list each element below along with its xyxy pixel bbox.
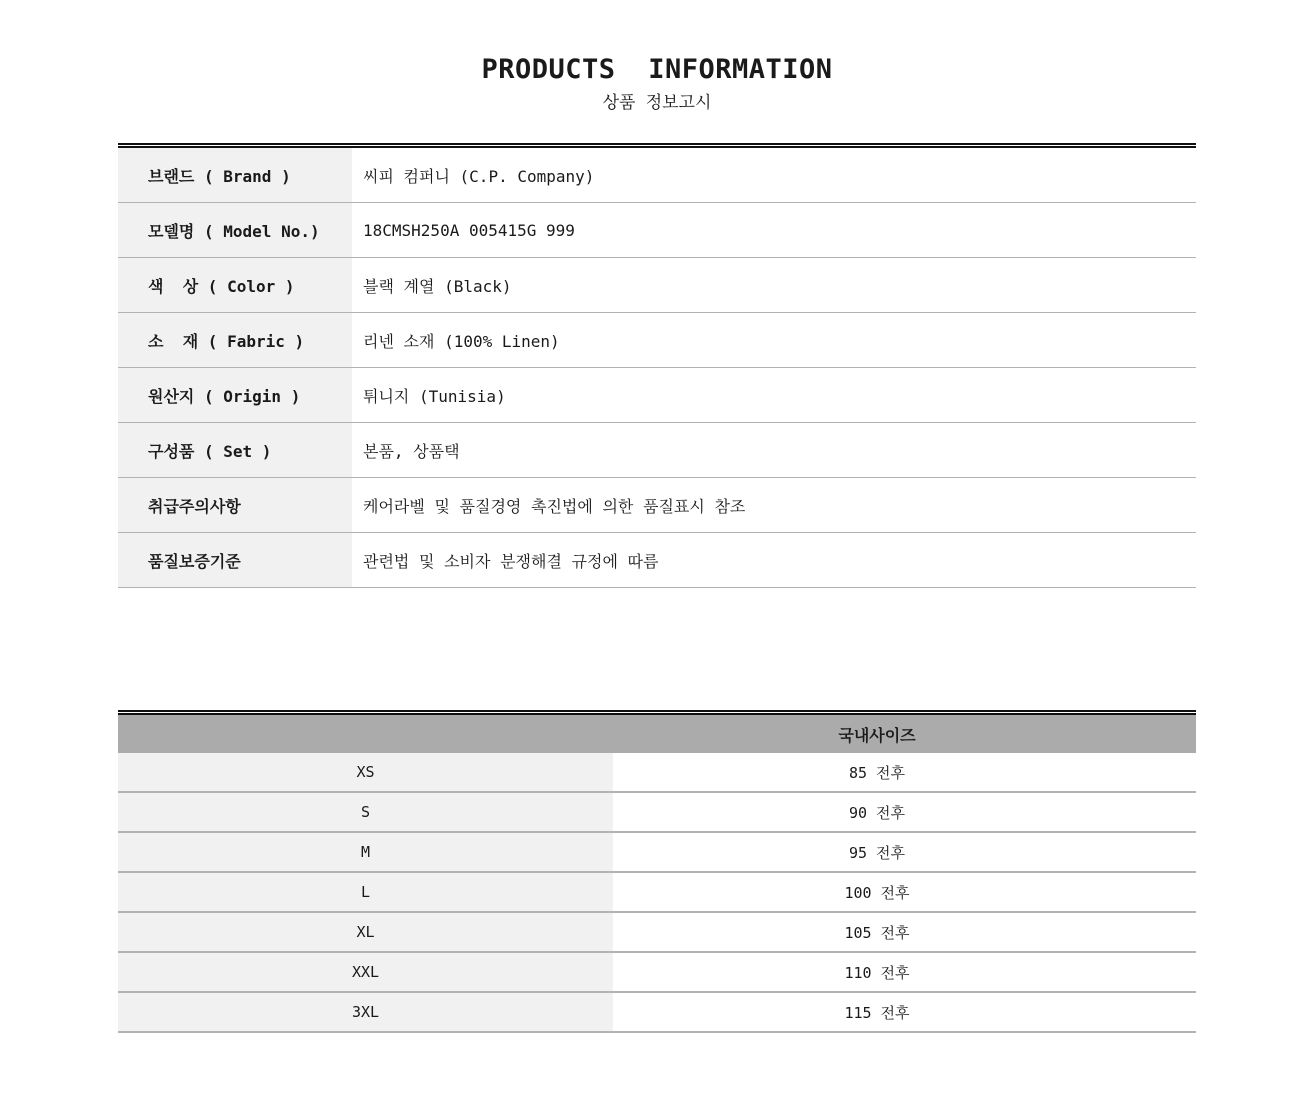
size-value-3xl: 115 전후 — [844, 1003, 910, 1022]
info-value-brand: 씨피 컴퍼니 (C.P. Company) — [363, 166, 595, 186]
info-label-model: 모델명 ( Model No.) — [118, 203, 352, 257]
page-subtitle: 상품 정보고시 — [602, 93, 712, 113]
size-value-l: 100 전후 — [844, 883, 910, 902]
info-value-origin: 튀니지 (Tunisia) — [363, 386, 506, 406]
size-name-xxl: XXL — [118, 953, 613, 991]
size-value-m: 95 전후 — [848, 843, 906, 862]
info-row-origin — [118, 368, 1196, 423]
info-value-color: 블랙 계열 (Black) — [363, 276, 512, 296]
size-name-s: S — [118, 793, 613, 831]
size-value-xxl: 110 전후 — [844, 963, 910, 982]
size-header-spacer — [118, 715, 613, 753]
info-row-brand — [118, 148, 1196, 203]
info-value-model: 18CMSH250A 005415G 999 — [363, 220, 575, 240]
info-label-warranty: 품질보증기준 — [118, 533, 352, 587]
info-row-set — [118, 423, 1196, 478]
info-label-color: 색 상 ( Color ) — [118, 258, 352, 312]
page-title: PRODUCTS INFORMATION — [481, 54, 833, 85]
size-name-xs: XS — [118, 753, 613, 791]
size-row-xxl — [118, 953, 1196, 993]
size-row-l — [118, 873, 1196, 913]
size-value-xl: 105 전후 — [844, 923, 910, 942]
size-name-xl: XL — [118, 913, 613, 951]
info-value-set: 본품, 상품택 — [363, 441, 460, 461]
info-value-warranty: 관련법 및 소비자 분쟁해결 규정에 따름 — [363, 551, 659, 571]
size-table-header — [118, 715, 1196, 753]
size-value-s: 90 전후 — [848, 803, 906, 822]
size-row-xs — [118, 753, 1196, 793]
info-label-brand: 브랜드 ( Brand ) — [118, 148, 352, 202]
info-value-care: 케어라벨 및 품질경영 촉진법에 의한 품질표시 참조 — [363, 496, 746, 516]
size-name-m: M — [118, 833, 613, 871]
info-row-warranty — [118, 533, 1196, 588]
info-row-color — [118, 258, 1196, 313]
size-name-3xl: 3XL — [118, 993, 613, 1031]
info-row-care — [118, 478, 1196, 533]
info-label-origin: 원산지 ( Origin ) — [118, 368, 352, 422]
size-row-m — [118, 833, 1196, 873]
size-header-label: 국내사이즈 — [838, 725, 916, 745]
info-label-fabric: 소 재 ( Fabric ) — [118, 313, 352, 367]
size-name-l: L — [118, 873, 613, 911]
size-row-3xl — [118, 993, 1196, 1033]
info-label-care: 취급주의사항 — [118, 478, 352, 532]
size-row-s — [118, 793, 1196, 833]
info-row-fabric — [118, 313, 1196, 368]
size-table — [118, 710, 1196, 1033]
size-row-xl — [118, 913, 1196, 953]
info-value-fabric: 리넨 소재 (100% Linen) — [363, 331, 560, 351]
size-value-xs: 85 전후 — [848, 763, 906, 782]
info-label-set: 구성품 ( Set ) — [118, 423, 352, 477]
info-row-model — [118, 203, 1196, 258]
product-info-table — [118, 143, 1196, 588]
